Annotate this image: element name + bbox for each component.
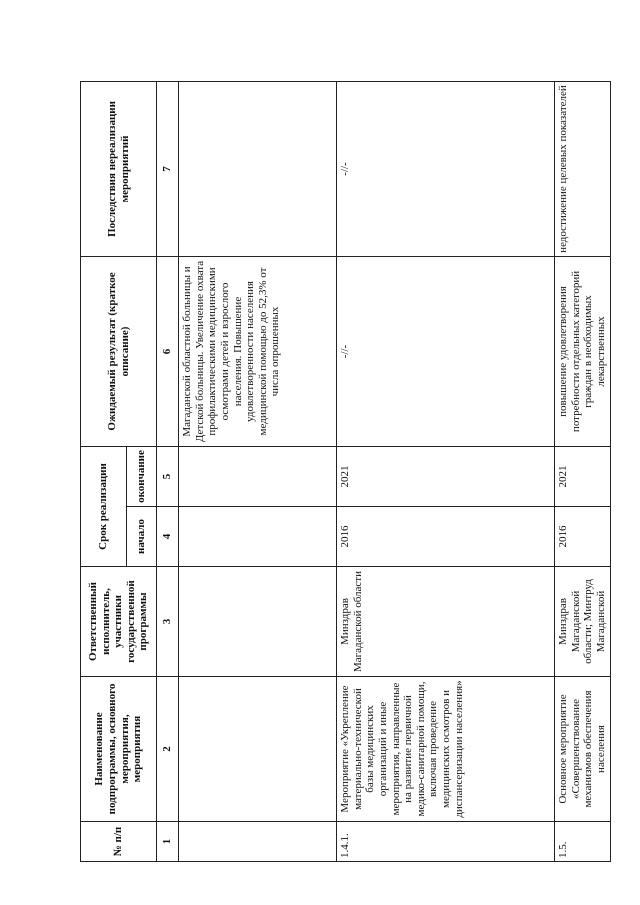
row-result: Магаданской областной больницы и Детской больницы. Увеличение охвата профилактическими медицинскими осмотрами детей и взрослого населения. Повышение удовлетворенности населения медицинской помощью до 52,3% от числа опрошенных [179, 256, 337, 446]
colnum-7: 7 [157, 81, 179, 256]
colnum-5: 5 [157, 446, 179, 506]
row-start [179, 507, 337, 567]
column-number-row [157, 81, 179, 861]
colnum-3: 3 [157, 567, 179, 677]
header-num: № п/п [81, 822, 157, 862]
header-consequence: Последствия нереализации мероприятий [81, 81, 157, 256]
table-row [179, 81, 337, 861]
row-end: 2021 [555, 446, 611, 506]
header-period: Срок реализации [81, 446, 127, 566]
row-executor [179, 567, 337, 677]
row-num [179, 822, 337, 862]
row-executor: Минздрав Магаданской области [337, 567, 555, 677]
colnum-6: 6 [157, 256, 179, 446]
row-end [179, 446, 337, 506]
colnum-1: 1 [157, 822, 179, 862]
colnum-4: 4 [157, 507, 179, 567]
row-name [179, 677, 337, 822]
header-name: Наименование подпрограммы, основного мероприятия, мероприятия [81, 677, 157, 822]
row-result: -//- [337, 256, 555, 446]
row-consequence: -//- [337, 81, 555, 256]
header-end: окончание [127, 446, 157, 506]
header-result: Ожидаемый результат (краткое описание) [81, 256, 157, 446]
colnum-2: 2 [157, 677, 179, 822]
header-row [81, 81, 127, 861]
header-executor: Ответственный исполнитель, участники государственной программы [81, 567, 157, 677]
row-name: Мероприятие «Укрепление материально-технической базы медицинских организаций и иные мероприятия, направленные на развитие первичной медико-санитарной помощи, включая проведение медицинских осмотров и диспансеризации населения» [337, 677, 555, 822]
row-start: 2016 [337, 507, 555, 567]
row-name: Основное мероприятие «Совершенствование механизмов обеспечения населения [555, 677, 611, 822]
row-consequence: недостижение целевых показателей [555, 81, 611, 256]
rotated-table-sheet [80, 82, 607, 862]
row-num: 1.5. [555, 822, 611, 862]
row-num: 1.4.1. [337, 822, 555, 862]
table-row [555, 81, 611, 861]
row-executor: Минздрав Магаданской области; Минтруд Магаданской [555, 567, 611, 677]
header-start: начало [127, 507, 157, 567]
table-row [337, 81, 555, 861]
row-consequence [179, 81, 337, 256]
program-table [80, 81, 611, 862]
row-result: повышение удовлетворения потребности отдельных категорий граждан в необходимых лекарственных [555, 256, 611, 446]
row-start: 2016 [555, 507, 611, 567]
row-end: 2021 [337, 446, 555, 506]
